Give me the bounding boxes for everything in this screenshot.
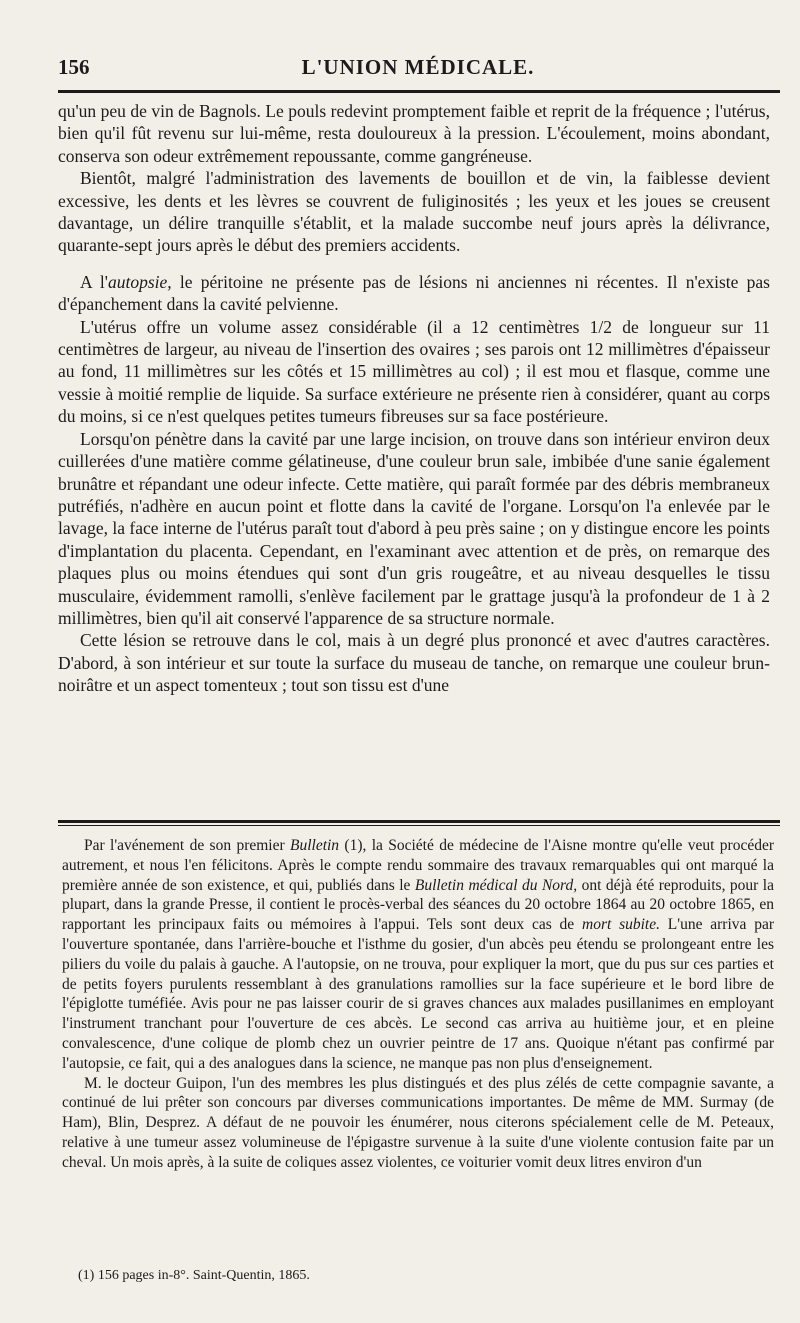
header-rule bbox=[58, 90, 780, 93]
text-span: le péritoine ne présente pas de lésions ni anciennes ni récentes. Il n'existe pas d'épanchement dans la cavité pelvienne. bbox=[58, 271, 770, 315]
paragraph: Cette lésion se retrouve dans le col, mais à un degré plus prononcé et avec d'autres caractères. D'abord, à son intérieur et sur toute la surface du museau de tanche, on remarque une couleur brun-noirâtre et un aspect tomenteux ; tout son tissu est d'une bbox=[58, 630, 770, 696]
text-span: L'une arriva par l'ouverture spontanée, dans l'arrière-bouche et l'isthme du gosier, d'un abcès peu étendu se prolongeant entre les piliers du voile du palais à gauche. A l'autopsie, on ne trouva, pour expliquer la mort, que du pus sur ces parties et de petits foyers purulents ressemblant à des granulations ramollies sur la face supérieure et le bord libre de l'épiglotte tuméfiée. Avis pour ne pas laisser courir de si graves chances aux malades pusillanimes en employant l'instrument tranchant pour l'ouverture de ces abcès. Le second cas arriva au huitième jour, et en pleine convalescence, d'une colique de plomb chez un ouvrier peintre de 17 ans. Quoique n'étant pas confirmé par l'autopsie, ce fait, qui a des analogues dans la science, ne manque pas non plus d'enseignement. bbox=[62, 916, 774, 1072]
paragraph: Lorsqu'on pénètre dans la cavité par une large incision, on trouve dans son intérieur environ deux cuillerées d'une matière comme gélatineuse, d'une couleur brun sale, imbibée d'une sanie également brunâtre et répandant une odeur infecte. Cette matière, qui paraît formée par des débris membraneux putréfiés, n'adhère en aucun point et flotte dans la cavité de l'organe. Lorsqu'on l'a enlevée par le lavage, la face interne de l'utérus paraît tout d'abord à peu près saine ; on y distingue encore les points d'implantation du placenta. Cependant, en l'examinant avec attention et de près, on remarque des plaques plus ou moins étendues qui sont d'un gris rougeâtre, et au niveau desquelles le tissu musculaire, évidemment ramolli, s'enlève facilement par le grattage jusqu'à la profondeur de 1 à 2 millimètres, bien qu'il ait conservé l'apparence de sa structure normale. bbox=[58, 428, 770, 628]
italic-term: Bulletin médical du Nord, bbox=[414, 876, 578, 894]
paragraph bbox=[58, 271, 770, 316]
paragraph bbox=[62, 836, 774, 1074]
italic-term: mort subite. bbox=[582, 916, 660, 934]
paragraph: M. le docteur Guipon, l'un des membres les plus distingués et des plus zélés de cette compagnie savante, a continué de lui prêter son concours par diverses communications importantes. De même de MM. Surmay (de Ham), Blin, Desprez. A défaut de ne pouvoir les énumérer, nous citerons spécialement celle de M. Peteaux, relative à une tumeur assez volumineuse de l'épigastre survenue à la suite d'une violente contusion faite par un cheval. Un mois après, à la suite de coliques assez violentes, ce voiturier vomit deux litres environ d'un bbox=[62, 1074, 774, 1171]
feuilleton-rule bbox=[58, 820, 780, 823]
text-span: A l' bbox=[80, 271, 108, 292]
paragraph: L'utérus offre un volume assez considérable (il a 12 centimètres 1/2 de longueur sur 11 centimètres de largeur, au niveau de l'insertion des ovaires ; ses parois ont 12 millimètres d'épaisseur au fond, 11 millimètres sur les côtés et 15 millimètres au col) ; il est mou et flasque, comme une vessie à moitié remplie de liquide. Sa surface extérieure ne présente rien à considérer, quant au corps du moins, si ce n'est quelques petites tumeurs fibreuses sur sa face postérieure. bbox=[58, 316, 770, 427]
text-span: ont déjà été reproduits, pour la plupart, dans la grande Presse, il contient le procès-verbal des séances du 20 octobre 1864 au 20 octobre 1865, en rapportant les principaux faits ou mémoires à l'appui. Tels sont deux cas de bbox=[62, 876, 774, 934]
italic-term: Bulletin bbox=[289, 837, 340, 854]
paragraph: Bientôt, malgré l'administration des lavements de bouillon et de vin, la faiblesse devient excessive, les dents et les lèvres se couvrent de fuliginosités ; les yeux et les joues se creusent davantage, un délire tranquille s'établit, et la malade succombe neuf jours après la délivrance, quarante-sept jours après le début des premiers accidents. bbox=[58, 168, 770, 256]
page-header bbox=[58, 55, 778, 83]
footnote: (1) 156 pages in-8°. Saint-Quentin, 1865. bbox=[78, 1268, 310, 1283]
page-number: 156 bbox=[58, 55, 90, 79]
main-text bbox=[58, 100, 770, 697]
text-span: (1), la Société de médecine de l'Aisne montre qu'elle veut procéder autrement, et nous l'en félicitons. Après le compte rendu sommaire des travaux remarquables qui ont marqué la première année de son existence, et qui, publiés dans le bbox=[62, 837, 775, 894]
feuilleton-text bbox=[62, 836, 774, 1173]
paragraph: qu'un peu de vin de Bagnols. Le pouls redevint promptement faible et reprit de la fréquence ; l'utérus, bien qu'il fût revenu sur lui-même, resta douloureux à la pression. L'écoulement, moins abondant, conserva son odeur extrêmement repoussante, comme gangréneuse. bbox=[58, 101, 770, 166]
feuilleton-rule-thin bbox=[58, 825, 780, 826]
italic-term: autopsie, bbox=[107, 271, 172, 292]
running-title: L'UNION MÉDICALE. bbox=[301, 55, 535, 79]
text-span: Par l'avénement de son premier bbox=[84, 837, 290, 854]
